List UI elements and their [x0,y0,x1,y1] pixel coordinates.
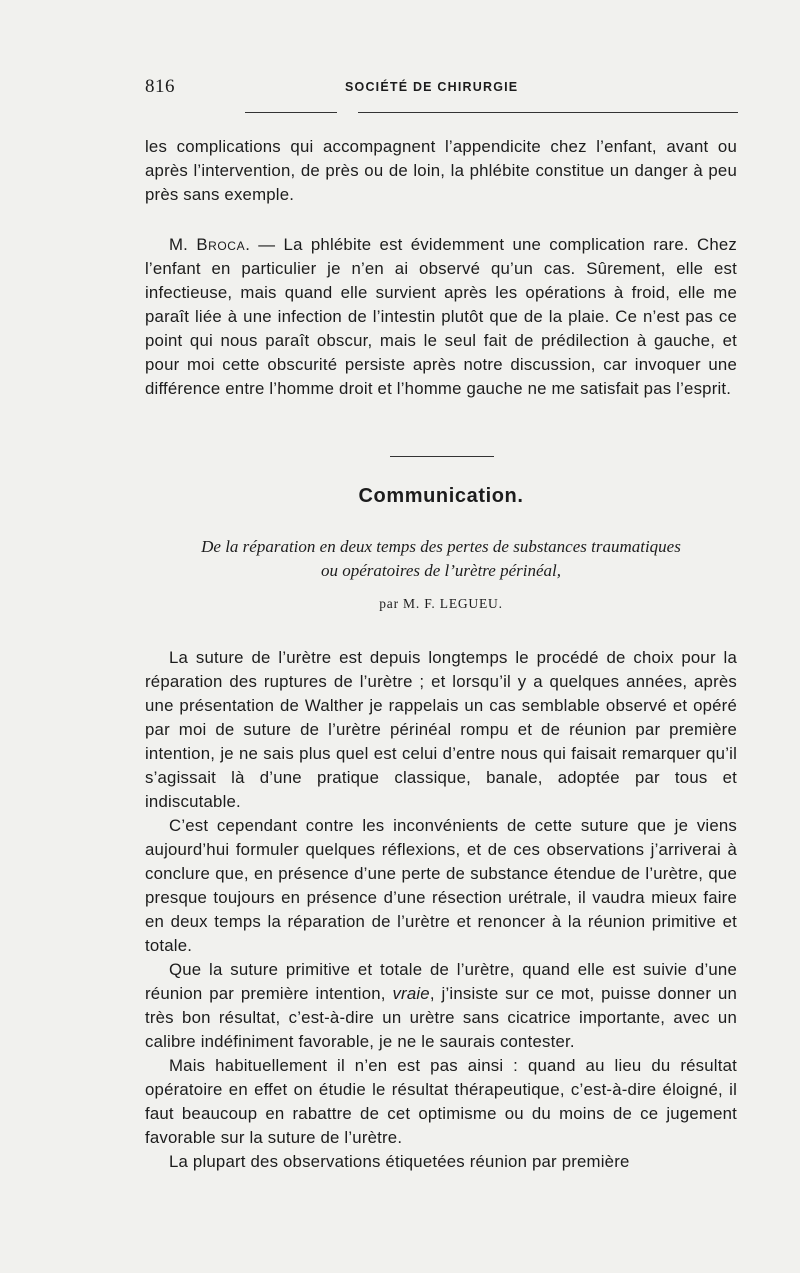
paragraph-text: Que la suture primitive et totale de l’urètre, quand elle est suivie d’une réunion par première intention, [145,960,737,1003]
emphasis: vraie [392,984,430,1003]
article-title-line: De la réparation en deux temps des pertes de substances traumatiques [201,537,681,556]
section-divider [390,456,494,457]
header-rule [245,112,337,113]
paragraph: C’est cependant contre les inconvénients de cette suture que je viens aujourd’hui formuler quelques réflexions, et de ces observations j’arriverai à conclure que, en présence d’une perte de substance étendue de l’urètre, que presque toujours en présence d’une résection urétrale, il vaudra mieux faire en deux temps la réparation de l’urètre et renoncer à la réunion primitive et totale. [145,816,737,955]
header-rule [358,112,738,113]
discussion-text [145,135,737,401]
paragraph: Mais habituellement il n’en est pas ainsi : quand au lieu du résultat opératoire en effet on étudie le résultat thérapeutique, c’est-à-dire éloigné, il faut beaucoup en rabattre de cet optimisme ou du moins de ce jugement favorable sur la suture de l’urètre. [145,1056,737,1147]
paragraph-text: , j’insiste sur ce mot, puisse donner un très bon résultat, c’est-à-dire un urètre sans cicatrice importante, avec un calibre indéfiniment favorable, je ne le saurais contester. [145,984,738,1051]
page-number: 816 [145,76,175,97]
article-title [145,535,737,583]
paragraph: les complications qui accompagnent l’appendicite chez l’enfant, avant ou après l’intervention, de près ou de loin, la phlébite constitue un danger à peu près sans exemple. [145,137,737,204]
paragraph: La suture de l’urètre est depuis longtemps le procédé de choix pour la réparation des ruptures de l’urètre ; et lorsqu’il y a quelques années, après une présentation de Walther je rappelais un cas semblable observé et opéré par moi de suture de l’urètre périnéal rompu et de réunion par première intention, je ne sais plus quel est celui d’entre nous qui faisait remarquer qu’il s’agissait là d’une pratique classique, banale, adoptée par tous et indiscutable. [145,648,737,811]
article-body [145,646,737,1174]
running-title: SOCIÉTÉ DE CHIRURGIE [345,80,519,94]
page-header [145,76,737,102]
paragraph [145,958,737,1054]
paragraph [145,233,737,401]
speaker-prefix: M. [169,235,189,254]
paragraph-text: . — La phlébite est évidemment une complication rare. Chez l’enfant en particulier je n’en ai observé qu’un cas. Sûrement, elle est infectieuse, mais quand elle survient après les opérations à froid, elle me paraît liée à une infection de l’intestin plutôt que de la plaie. Ce n’est pas ce point qui nous paraît obscur, mais le seul fait de prédilection à gauche, et pour moi cette obscurité persiste après notre discussion, car invoquer une différence entre l’homme droit et l’homme gauche ne me satisfait pas l’esprit. [145,235,737,398]
article-title-line: ou opératoires de l’urètre périnéal, [320,561,561,580]
byline: par M. F. LEGUEU. [379,596,503,611]
section-heading: Communication. [358,485,524,507]
paragraph: La plupart des observations étiquetées réunion par première [169,1152,630,1171]
speaker-name: Broca [196,235,246,254]
